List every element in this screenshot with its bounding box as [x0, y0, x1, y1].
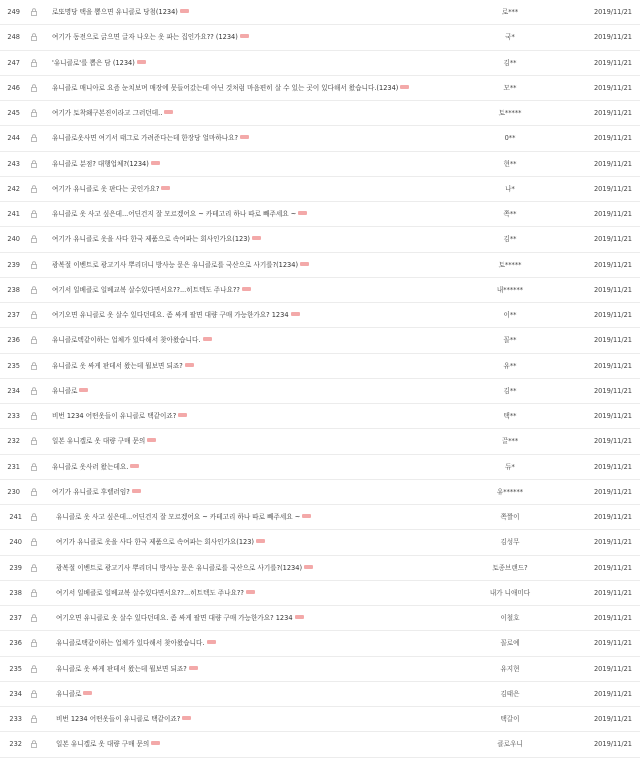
post-title-link[interactable] — [52, 152, 472, 177]
lock-icon — [31, 589, 37, 597]
secret-tag-icon — [207, 640, 216, 644]
post-title-link[interactable] — [56, 707, 476, 732]
post-author: 토종브랜드? — [492, 563, 528, 572]
post-title-link[interactable] — [52, 379, 472, 404]
post-title-link[interactable] — [52, 0, 472, 25]
secret-tag-icon — [161, 186, 170, 190]
table-row[interactable] — [0, 303, 640, 328]
table-row[interactable] — [0, 429, 640, 454]
lock-icon — [31, 84, 37, 92]
table-row[interactable] — [0, 177, 640, 202]
post-number: 230 — [7, 487, 20, 496]
lock-icon — [31, 210, 37, 218]
post-title-link[interactable] — [56, 606, 476, 631]
table-row[interactable] — [0, 51, 640, 76]
secret-tag-icon — [252, 236, 261, 240]
post-number: 241 — [9, 513, 22, 521]
post-date: 2019/11/21 — [593, 134, 632, 143]
lock-icon — [31, 160, 37, 168]
post-date: 2019/11/21 — [593, 664, 632, 673]
post-date: 2019/11/21 — [593, 538, 632, 547]
post-number: 237 — [9, 614, 22, 622]
post-date: 2019/11/21 — [593, 740, 632, 749]
post-number: 235 — [9, 664, 22, 673]
table-row[interactable] — [0, 657, 640, 682]
post-title: 유니클로 옷 사고 싶은데...어딘건지 잘 모르겠어요 ~ 카테고리 하나 따로 빼주세요 ~ — [56, 513, 301, 521]
post-author: 유** — [503, 361, 517, 370]
secret-tag-icon — [302, 514, 311, 518]
post-title-link[interactable] — [52, 354, 472, 379]
post-author: 김** — [503, 58, 517, 67]
lock-icon — [31, 134, 37, 142]
lock-icon — [31, 33, 37, 41]
lock-icon — [31, 513, 37, 521]
secret-tag-icon — [295, 615, 304, 619]
post-date: 2019/11/21 — [593, 33, 632, 42]
post-title-link[interactable] — [52, 253, 472, 278]
post-number: 243 — [7, 159, 20, 168]
post-number: 234 — [9, 689, 22, 698]
post-date: 2019/11/21 — [593, 109, 632, 117]
lock-icon — [31, 715, 37, 723]
lock-icon — [31, 538, 37, 546]
post-author: 나* — [505, 184, 515, 193]
post-title: 유니클로 옷 싸게 판데서 왔는데 뭘보면 되죠? — [52, 361, 183, 370]
post-number: 245 — [7, 109, 20, 117]
lock-icon — [31, 286, 37, 294]
lock-icon — [31, 8, 37, 16]
post-number: 238 — [7, 285, 20, 294]
table-row[interactable] — [0, 126, 640, 151]
post-number: 246 — [7, 83, 20, 92]
post-date: 2019/11/21 — [593, 588, 632, 597]
post-title: 유니클로 옷 사고 싶은데...어딘건지 잘 모르겠어요 ~ 카테고리 하나 따로 빼주세요 ~ — [52, 210, 297, 218]
post-number: 240 — [9, 538, 22, 547]
lock-icon — [31, 463, 37, 471]
post-number: 232 — [9, 740, 22, 749]
table-row[interactable] — [0, 480, 640, 505]
post-title: 여기가 유니클로 옷 판다는 곳인가요? — [52, 184, 160, 193]
table-row[interactable] — [0, 581, 640, 606]
post-number: 249 — [7, 8, 20, 16]
post-date: 2019/11/21 — [593, 487, 632, 496]
lock-icon — [31, 387, 37, 395]
post-title: 여기가 동전으로 긁으면 글자 나오는 옷 파는 집인가요?? (1234) — [52, 33, 238, 42]
post-date: 2019/11/21 — [593, 184, 632, 193]
secret-tag-icon — [242, 287, 251, 291]
post-title: 여기가 유니클로 후렐러임? — [52, 487, 130, 496]
table-row[interactable] — [0, 631, 640, 656]
post-title: 광복절 이벤트로 광고기사 뿌리더니 방사능 묻은 유니클로를 국산으로 사기를?(1234) — [56, 563, 303, 572]
secret-tag-icon — [203, 337, 212, 341]
secret-tag-icon — [147, 438, 156, 442]
post-title-link[interactable] — [56, 530, 476, 555]
secret-tag-icon — [180, 9, 189, 13]
post-date: 2019/11/21 — [593, 83, 632, 92]
post-date: 2019/11/21 — [593, 437, 632, 446]
post-author: 김성무 — [500, 538, 520, 547]
lock-icon — [31, 109, 37, 117]
post-title: 유니클로 — [56, 689, 82, 698]
secret-tag-icon — [256, 539, 265, 543]
post-date: 2019/11/21 — [593, 58, 632, 67]
post-title: 유니클로택같이하는 업체가 있다해서 찾아왔습니다. — [56, 639, 205, 648]
lock-icon — [31, 437, 37, 445]
post-title: 유니클로 매니아로 요즘 눈치보며 매장에 못들어갔는데 아닌 것처럼 마음편히 살 수 있는 곳이 있다해서 왔습니다.(1234) — [52, 83, 399, 92]
post-title: 유니클로옷사면 여기서 태그로 가려준다는데 한장당 얼마하나요? — [52, 134, 238, 143]
secret-tag-icon — [132, 489, 141, 493]
table-row[interactable] — [0, 0, 640, 25]
post-title: 여기서 일베클로 일베교복 살수있다면서요??...히트텍도 주나요?? — [52, 285, 240, 294]
table-row[interactable] — [0, 253, 640, 278]
table-row[interactable] — [0, 404, 640, 429]
post-author: 이** — [503, 311, 517, 319]
table-row[interactable] — [0, 328, 640, 353]
lock-icon — [31, 362, 37, 370]
post-title: 유니클로 옷사러 왔는데요. — [52, 462, 129, 471]
post-date: 2019/11/21 — [593, 336, 632, 345]
post-title-link[interactable] — [52, 278, 472, 303]
post-title-link[interactable] — [52, 303, 472, 328]
post-title-link[interactable] — [56, 556, 476, 581]
post-title-link[interactable] — [56, 657, 476, 682]
table-row[interactable] — [0, 455, 640, 480]
post-title-link[interactable] — [52, 202, 472, 227]
post-title-link[interactable] — [52, 76, 472, 101]
post-number: 231 — [7, 462, 20, 471]
table-row[interactable] — [0, 354, 640, 379]
lock-icon — [31, 336, 37, 344]
table-row[interactable] — [0, 227, 640, 252]
lock-icon — [31, 235, 37, 243]
post-author: 유지현 — [500, 664, 520, 673]
post-number: 242 — [7, 184, 20, 193]
post-title: '유니클로'를 뽑은 담 (1234) — [52, 58, 135, 67]
post-author: 내****** — [496, 285, 524, 294]
table-row[interactable] — [0, 606, 640, 631]
table-row[interactable] — [0, 530, 640, 555]
post-author: 이철호 — [500, 614, 520, 622]
post-title: 여기오면 유니클로 옷 살수 있다던데요. 좀 싸게 팔면 대량 구매 가능한가요? 1234 — [56, 614, 293, 622]
secret-tag-icon — [151, 741, 160, 745]
post-title-link[interactable] — [52, 455, 472, 480]
post-date: 2019/11/21 — [593, 159, 632, 168]
secret-tag-icon — [83, 691, 92, 695]
lock-icon — [31, 412, 37, 420]
post-number: 233 — [9, 715, 22, 723]
post-title: 여기가 토착왜구본진이라고 그러던데.. — [52, 109, 163, 117]
post-title: 여기서 일베클로 일베교복 살수있다면서요??...히트텍도 주나요?? — [56, 588, 244, 597]
post-number: 248 — [7, 33, 20, 42]
secret-tag-icon — [300, 262, 309, 266]
post-title-link[interactable] — [52, 429, 472, 454]
post-title: 비번 1234 어떤옷들이 유니클로 택같이죠? — [52, 412, 177, 420]
table-row[interactable] — [0, 556, 640, 581]
secret-tag-icon — [79, 388, 88, 392]
post-date: 2019/11/21 — [593, 639, 632, 648]
post-date: 2019/11/21 — [593, 260, 632, 269]
post-number: 239 — [9, 563, 22, 572]
table-row[interactable] — [0, 76, 640, 101]
lock-icon — [31, 690, 37, 698]
post-number: 244 — [7, 134, 20, 143]
post-date: 2019/11/21 — [593, 8, 632, 16]
post-author: 토***** — [498, 109, 522, 117]
lock-icon — [31, 311, 37, 319]
table-row[interactable] — [0, 101, 640, 126]
post-title-link[interactable] — [52, 480, 472, 505]
secret-tag-icon — [246, 590, 255, 594]
lock-icon — [31, 614, 37, 622]
lock-icon — [31, 740, 37, 748]
secret-tag-icon — [189, 666, 198, 670]
post-author: 듀* — [505, 462, 515, 471]
post-author: 택** — [503, 412, 517, 420]
post-title-link[interactable] — [56, 631, 476, 656]
secret-tag-icon — [182, 716, 191, 720]
post-title: 유니클로 옷 싸게 판데서 왔는데 뭘보면 되죠? — [56, 664, 187, 673]
table-row[interactable] — [0, 505, 640, 530]
lock-icon — [31, 639, 37, 647]
table-row[interactable] — [0, 202, 640, 227]
table-row[interactable] — [0, 278, 640, 303]
post-author: 클로우니 — [497, 740, 523, 749]
post-author: 택갈이 — [500, 715, 520, 723]
post-number: 234 — [7, 386, 20, 395]
post-title-link[interactable] — [56, 682, 476, 707]
post-title-link[interactable] — [52, 328, 472, 353]
post-author: 김태은 — [500, 689, 520, 698]
post-title: 유니클로텍같이하는 업체가 있다해서 찾아왔습니다. — [52, 336, 201, 345]
post-title-link[interactable] — [52, 227, 472, 252]
lock-icon — [31, 261, 37, 269]
table-row[interactable] — [0, 379, 640, 404]
post-date: 2019/11/21 — [593, 386, 632, 395]
lock-icon — [31, 564, 37, 572]
secret-tag-icon — [240, 34, 249, 38]
table-row[interactable] — [0, 25, 640, 50]
post-title: 유니클로 분점? 대행업체?(1234) — [52, 159, 149, 168]
secret-tag-icon — [240, 135, 249, 139]
table-row[interactable] — [0, 707, 640, 732]
post-date: 2019/11/21 — [593, 462, 632, 471]
post-author: 토***** — [498, 260, 522, 269]
lock-icon — [31, 488, 37, 496]
post-title-link[interactable] — [52, 126, 472, 151]
post-number: 236 — [7, 336, 20, 345]
post-date: 2019/11/21 — [593, 614, 632, 622]
table-row[interactable] — [0, 152, 640, 177]
post-number: 235 — [7, 361, 20, 370]
post-date: 2019/11/21 — [593, 563, 632, 572]
post-title: 유니클로 — [52, 386, 78, 395]
post-title-link[interactable] — [52, 25, 472, 50]
post-author: 현** — [503, 159, 517, 168]
post-title: 일본 유니겔로 옷 대량 구매 문의 — [56, 740, 150, 749]
post-title: 여기가 유니클로 옷을 사다 한국 제품으로 속여파는 회사인가요(123) — [52, 235, 251, 244]
post-author: 모** — [503, 83, 517, 92]
post-author: 국* — [505, 33, 515, 42]
lock-icon — [31, 665, 37, 673]
post-title: 일본 유니겔로 옷 대량 구매 문의 — [52, 437, 146, 446]
post-author: 쪽** — [503, 210, 517, 218]
post-author: 유****** — [496, 487, 524, 496]
secret-tag-icon — [298, 211, 307, 215]
post-number: 233 — [7, 412, 20, 420]
post-date: 2019/11/21 — [593, 715, 632, 723]
post-author: 내가 니애미다 — [489, 588, 531, 597]
post-title-link[interactable] — [56, 581, 476, 606]
post-author: 김** — [503, 235, 517, 244]
secret-tag-icon — [400, 85, 409, 89]
post-title-link[interactable] — [56, 505, 476, 530]
post-date: 2019/11/21 — [593, 285, 632, 294]
post-date: 2019/11/21 — [593, 311, 632, 319]
post-author: 꼴** — [503, 336, 517, 345]
lock-icon — [31, 185, 37, 193]
post-date: 2019/11/21 — [593, 361, 632, 370]
post-title-link[interactable] — [52, 177, 472, 202]
post-number: 247 — [7, 58, 20, 67]
post-title-link[interactable] — [52, 101, 472, 126]
post-author: 꼴로예 — [500, 639, 520, 648]
secret-tag-icon — [151, 161, 160, 165]
post-number: 239 — [7, 260, 20, 269]
secret-tag-icon — [291, 312, 300, 316]
post-author: 0** — [504, 134, 516, 143]
post-number: 238 — [9, 588, 22, 597]
post-author: 로*** — [501, 8, 519, 16]
post-date: 2019/11/21 — [593, 513, 632, 521]
post-title: 비번 1234 어떤옷들이 유니클로 택같이죠? — [56, 715, 181, 723]
post-author: 김** — [503, 386, 517, 395]
post-title: 여기오면 유니클로 옷 살수 있다던데요. 좀 싸게 팔면 대량 구매 가능한가요? 1234 — [52, 311, 289, 319]
post-date: 2019/11/21 — [593, 412, 632, 420]
post-number: 241 — [7, 210, 20, 218]
post-number: 240 — [7, 235, 20, 244]
secret-tag-icon — [130, 464, 139, 468]
post-title: 광복절 이벤트로 광고기사 뿌리더니 방사능 묻은 유니클로를 국산으로 사기를?(1234) — [52, 260, 299, 269]
lock-icon — [31, 59, 37, 67]
post-number: 237 — [7, 311, 20, 319]
secret-tag-icon — [185, 363, 194, 367]
secret-tag-icon — [178, 413, 187, 417]
post-title-link[interactable] — [56, 732, 476, 757]
post-date: 2019/11/21 — [593, 689, 632, 698]
table-row[interactable] — [0, 682, 640, 707]
post-author: 쪽짤이 — [500, 513, 520, 521]
secret-tag-icon — [304, 565, 313, 569]
table-row[interactable] — [0, 732, 640, 757]
post-date: 2019/11/21 — [593, 235, 632, 244]
secret-tag-icon — [164, 110, 173, 114]
post-title-link[interactable] — [52, 404, 472, 429]
post-number: 232 — [7, 437, 20, 446]
post-title: 여기가 유니클로 옷을 사다 한국 제품으로 속여파는 회사인가요(123) — [56, 538, 255, 547]
post-title: 로또명당 택을 뽑으면 유니클로 당첨(1234) — [52, 8, 178, 16]
post-author: 끌*** — [501, 437, 519, 446]
secret-tag-icon — [137, 60, 146, 64]
post-number: 236 — [9, 639, 22, 648]
post-date: 2019/11/21 — [593, 210, 632, 218]
post-title-link[interactable] — [52, 51, 472, 76]
